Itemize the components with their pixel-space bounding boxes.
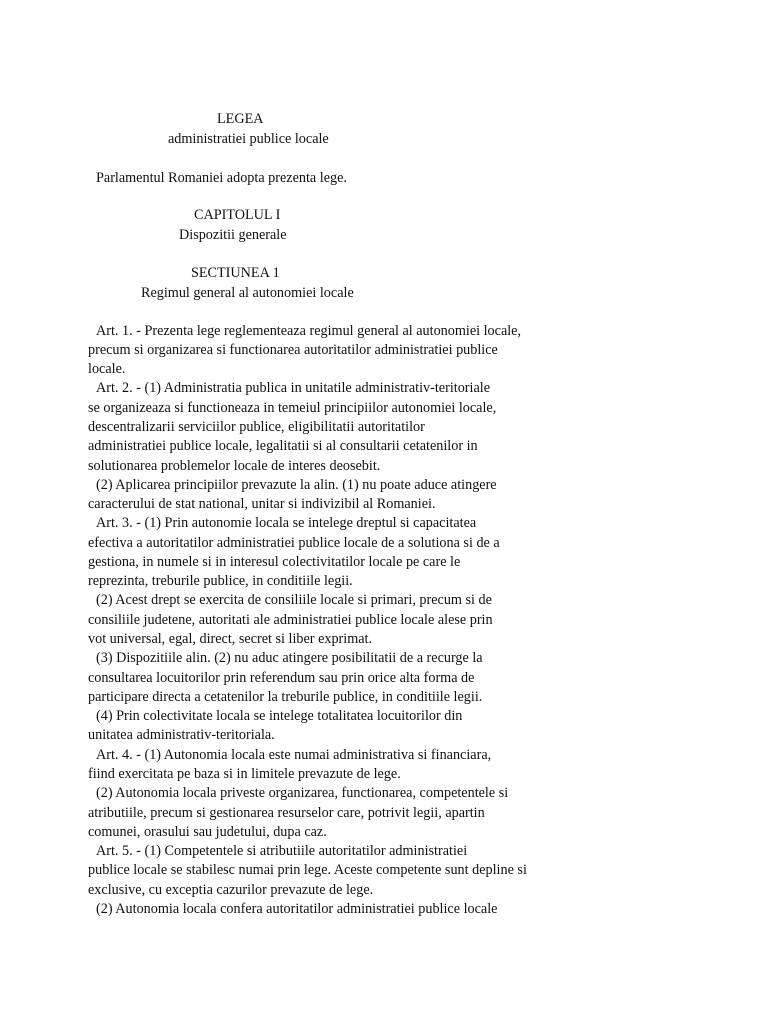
text-line: caracterului de stat national, unitar si indivizibil al Romaniei.	[88, 496, 436, 512]
section-title: SECTIUNEA 1	[191, 265, 280, 281]
text-line: consiliile judetene, autoritati ale administratiei publice locale alese prin	[88, 612, 493, 628]
text-line: Art. 1. - Prezenta lege reglementeaza regimul general al autonomiei locale,	[96, 323, 522, 339]
chapter-subtitle: Dispozitii generale	[179, 227, 287, 243]
preamble: Parlamentul Romaniei adopta prezenta lege.	[96, 170, 347, 186]
text-line: locale.	[88, 361, 126, 377]
text-line: unitatea administrativ-teritoriala.	[88, 727, 275, 743]
text-line: Art. 2. - (1) Administratia publica in unitatile administrativ-teritoriale	[96, 380, 490, 396]
chapter-title: CAPITOLUL I	[194, 207, 281, 223]
text-line: fiind exercitata pe baza si in limitele prevazute de lege.	[88, 766, 401, 782]
law-title: LEGEA	[217, 111, 264, 127]
text-line: atributiile, precum si gestionarea resurselor care, potrivit legii, apartin	[88, 805, 485, 821]
law-subtitle: administratiei publice locale	[168, 131, 329, 147]
text-line: (2) Autonomia locala priveste organizarea, functionarea, competentele si	[96, 785, 509, 801]
text-line: publice locale se stabilesc numai prin lege. Aceste competente sunt depline si	[88, 862, 527, 878]
text-line: solutionarea problemelor locale de interes deosebit.	[88, 458, 381, 474]
text-line: reprezinta, treburile publice, in conditiile legii.	[88, 573, 353, 589]
text-line: vot universal, egal, direct, secret si liber exprimat.	[88, 631, 373, 647]
text-line: comunei, orasului sau judetului, dupa caz.	[88, 824, 327, 840]
text-line: (2) Acest drept se exercita de consiliile locale si primari, precum si de	[96, 592, 492, 608]
text-line: Art. 3. - (1) Prin autonomie locala se intelege dreptul si capacitatea	[96, 515, 477, 531]
text-line: (4) Prin colectivitate locala se intelege totalitatea locuitorilor din	[96, 708, 463, 724]
text-line: efectiva a autoritatilor administratiei publice locale de a solutiona si de a	[88, 535, 500, 551]
text-line: precum si organizarea si functionarea autoritatilor administratiei publice	[88, 342, 498, 358]
text-line: Art. 4. - (1) Autonomia locala este numai administrativa si financiara,	[96, 747, 492, 763]
section-subtitle: Regimul general al autonomiei locale	[141, 285, 354, 301]
text-line: gestiona, in numele si in interesul colectivitatilor locale pe care le	[88, 554, 461, 570]
text-line: exclusive, cu exceptia cazurilor prevazute de lege.	[88, 882, 374, 898]
text-line: (2) Aplicarea principiilor prevazute la alin. (1) nu poate aduce atingere	[96, 477, 497, 493]
text-line: descentralizarii serviciilor publice, eligibilitatii autoritatilor	[88, 419, 425, 435]
text-line: consultarea locuitorilor prin referendum sau prin orice alta forma de	[88, 670, 475, 686]
text-line: (3) Dispozitiile alin. (2) nu aduc atingere posibilitatii de a recurge la	[96, 650, 483, 666]
text-line: Art. 5. - (1) Competentele si atributiile autoritatilor administratiei	[96, 843, 468, 859]
text-line: (2) Autonomia locala confera autoritatilor administratiei publice locale	[96, 901, 498, 917]
text-line: participare directa a cetatenilor la treburile publice, in conditiile legii.	[88, 689, 483, 705]
text-line: administratiei publice locale, legalitatii si al consultarii cetatenilor in	[88, 438, 478, 454]
text-line: se organizeaza si functioneaza in temeiul principiilor autonomiei locale,	[88, 400, 497, 416]
